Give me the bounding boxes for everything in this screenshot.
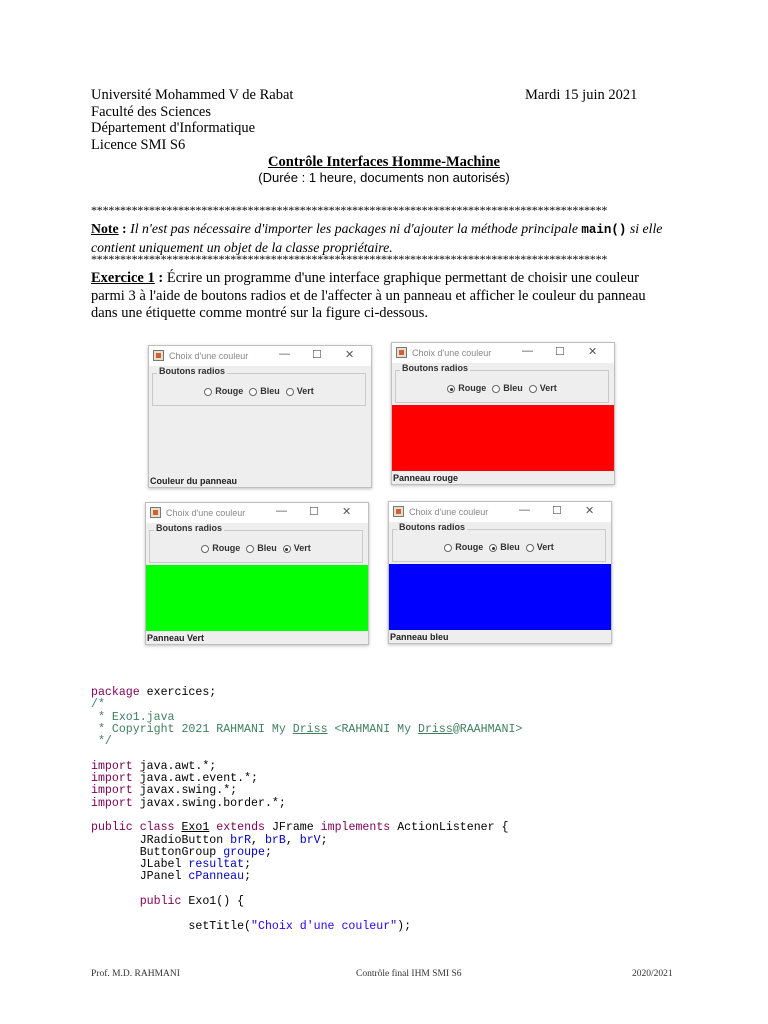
note-text-after: si elle contient uniquement un objet de la classe propriétaire. (91, 221, 663, 255)
radio-rouge[interactable] (447, 383, 486, 393)
radio-group-border (392, 522, 606, 562)
radio-group-title: Boutons radios (399, 522, 466, 532)
radio-circle-icon[interactable] (204, 388, 212, 396)
radio-vert[interactable] (526, 542, 554, 552)
radio-group-border (149, 523, 363, 563)
window-title: Choix d'une couleur (166, 508, 246, 518)
radio-circle-icon[interactable] (447, 385, 455, 393)
color-panel (392, 405, 614, 471)
radio-vert[interactable] (286, 386, 314, 396)
code-line: */ (91, 735, 112, 749)
radio-circle-icon[interactable] (249, 388, 257, 396)
window-title: Choix d'une couleur (412, 348, 492, 358)
maximize-icon[interactable]: ☐ (555, 346, 565, 358)
radio-bleu[interactable] (246, 543, 277, 553)
radio-label: Bleu (257, 543, 277, 553)
radio-rouge[interactable] (204, 386, 243, 396)
code-line: ButtonGroup groupe; (91, 845, 272, 859)
color-chooser-window (391, 342, 615, 485)
radio-label: Vert (296, 386, 314, 396)
exam-date: Mardi 15 juin 2021 (525, 87, 638, 103)
radio-bleu[interactable] (489, 542, 520, 552)
code-line: * Copyright 2021 RAHMANI My Driss <RAHMANI My Driss@RAAHMANI> (91, 722, 523, 736)
radio-circle-icon[interactable] (489, 544, 497, 552)
maximize-icon[interactable]: ☐ (309, 506, 319, 518)
code-line: public class Exo1 extends JFrame implements ActionListener { (91, 821, 509, 835)
color-chooser-window (145, 502, 369, 645)
java-app-icon (396, 347, 407, 358)
color-chooser-window (388, 501, 612, 644)
minimize-icon[interactable]: — (279, 348, 290, 360)
note-text-before: Il n'est pas nécessaire d'importer les packages ni d'ajouter la méthode principale (130, 221, 582, 236)
panel-color-label: Panneau Vert (147, 633, 205, 643)
radio-bleu[interactable] (492, 383, 523, 393)
note-label: Note (91, 221, 119, 236)
code-line: * Exo1.java (91, 710, 175, 724)
java-app-icon (150, 507, 161, 518)
footer-left: Prof. M.D. RAHMANI (91, 969, 180, 979)
radio-label: Rouge (455, 542, 484, 552)
radio-label: Rouge (458, 383, 487, 393)
window-titlebar[interactable] (149, 346, 371, 366)
exercise-block: Exercice 1 : Écrire un programme d'une interface graphique permettant de choisir une couleur parmi 3 à l'aide de boutons radios et de l'affecter à un panneau et afficher le couleur du panneau dans une étiquette comme montré sur la figure ci-dessous. (91, 270, 646, 321)
program-name: Licence SMI S6 (91, 136, 186, 153)
radio-circle-icon[interactable] (529, 385, 537, 393)
code-line: import java.awt.*; (91, 759, 217, 773)
color-panel (149, 408, 371, 474)
window-titlebar[interactable] (392, 343, 614, 363)
radio-group-title: Boutons radios (156, 523, 223, 533)
radio-label: Vert (293, 543, 311, 553)
panel-color-label: Panneau rouge (393, 473, 459, 483)
color-panel (389, 564, 611, 630)
exam-subtitle: (Durée : 1 heure, documents non autorisés) (258, 170, 510, 185)
radio-vert[interactable] (283, 543, 311, 553)
radio-label: Bleu (260, 386, 280, 396)
maximize-icon[interactable]: ☐ (552, 505, 562, 517)
radio-circle-icon[interactable] (492, 385, 500, 393)
radio-label: Rouge (212, 543, 241, 553)
radio-circle-icon[interactable] (526, 544, 534, 552)
radio-label: Vert (536, 542, 554, 552)
radio-circle-icon[interactable] (246, 545, 254, 553)
radio-circle-icon[interactable] (286, 388, 294, 396)
close-icon[interactable]: ✕ (345, 349, 355, 361)
radio-group-title: Boutons radios (159, 366, 226, 376)
code-line: import java.awt.event.*; (91, 772, 258, 786)
radio-group-border (152, 366, 366, 406)
java-app-icon (153, 350, 164, 361)
window-titlebar[interactable] (389, 502, 611, 522)
window-title: Choix d'une couleur (169, 351, 249, 361)
color-chooser-window (148, 345, 372, 488)
radio-rouge[interactable] (201, 543, 240, 553)
panel-color-label: Couleur du panneau (150, 476, 238, 486)
code-line: package exercices; (91, 686, 217, 699)
department-name: Département d'Informatique (91, 120, 256, 136)
exercise-text: Écrire un programme d'une interface graphique permettant de choisir une couleur parmi 3 à l'aide de boutons radios et de l'affecter à un panneau et afficher le couleur du panneau dans une étiquette comme montré sur la figure ci-dessous. (91, 270, 646, 321)
footer-center: Contrôle final IHM SMI S6 (356, 969, 462, 979)
window-title: Choix d'une couleur (409, 507, 489, 517)
note-method: main() (581, 223, 627, 237)
radio-group-border (395, 363, 609, 403)
code-listing (91, 687, 522, 933)
code-line: setTitle("Choix d'une couleur"); (91, 919, 412, 933)
code-line: JRadioButton brR, brB, brV; (91, 833, 328, 847)
radio-label: Rouge (215, 386, 244, 396)
code-line: JPanel cPanneau; (91, 870, 252, 884)
radio-circle-icon[interactable] (444, 544, 452, 552)
university-name: Université Mohammed V de Rabat (91, 87, 294, 103)
radio-label: Bleu (500, 542, 520, 552)
radio-circle-icon[interactable] (283, 545, 291, 553)
radio-rouge[interactable] (444, 542, 483, 552)
close-icon[interactable]: ✕ (342, 506, 352, 518)
maximize-icon[interactable]: ☐ (312, 349, 322, 361)
panel-color-label: Panneau bleu (390, 632, 449, 642)
footer-right: 2020/2021 (632, 969, 673, 979)
exercise-label: Exercice 1 (91, 270, 155, 286)
minimize-icon[interactable]: — (522, 345, 533, 357)
code-line: /* (91, 698, 105, 712)
radio-vert[interactable] (529, 383, 557, 393)
header-block (91, 87, 293, 153)
minimize-icon[interactable]: — (519, 504, 530, 516)
radio-label: Bleu (503, 383, 523, 393)
separator-top: ***************************************************************************************** (91, 203, 608, 217)
code-line: JLabel resultat; (91, 858, 252, 872)
radio-bleu[interactable] (249, 386, 280, 396)
close-icon[interactable]: ✕ (588, 346, 598, 358)
code-line: import javax.swing.*; (91, 784, 238, 798)
radio-circle-icon[interactable] (201, 545, 209, 553)
note-block: Note : Il n'est pas nécessaire d'importer les packages ni d'ajouter la méthode principale main() si elle contient uniquement un objet de la classe propriétaire. (91, 221, 663, 255)
faculty-name: Faculté des Sciences (91, 103, 211, 120)
code-line: public Exo1() { (139, 895, 245, 909)
radio-label: Vert (539, 383, 557, 393)
color-panel (146, 565, 368, 631)
radio-group-title: Boutons radios (402, 363, 469, 373)
minimize-icon[interactable]: — (276, 505, 287, 517)
window-titlebar[interactable] (146, 503, 368, 523)
code-line: import javax.swing.border.*; (91, 796, 286, 810)
java-app-icon (393, 506, 404, 517)
separator-bottom: ***************************************************************************************** (91, 252, 608, 266)
close-icon[interactable]: ✕ (585, 505, 595, 517)
exam-title: Contrôle Interfaces Homme-Machine (268, 154, 500, 170)
